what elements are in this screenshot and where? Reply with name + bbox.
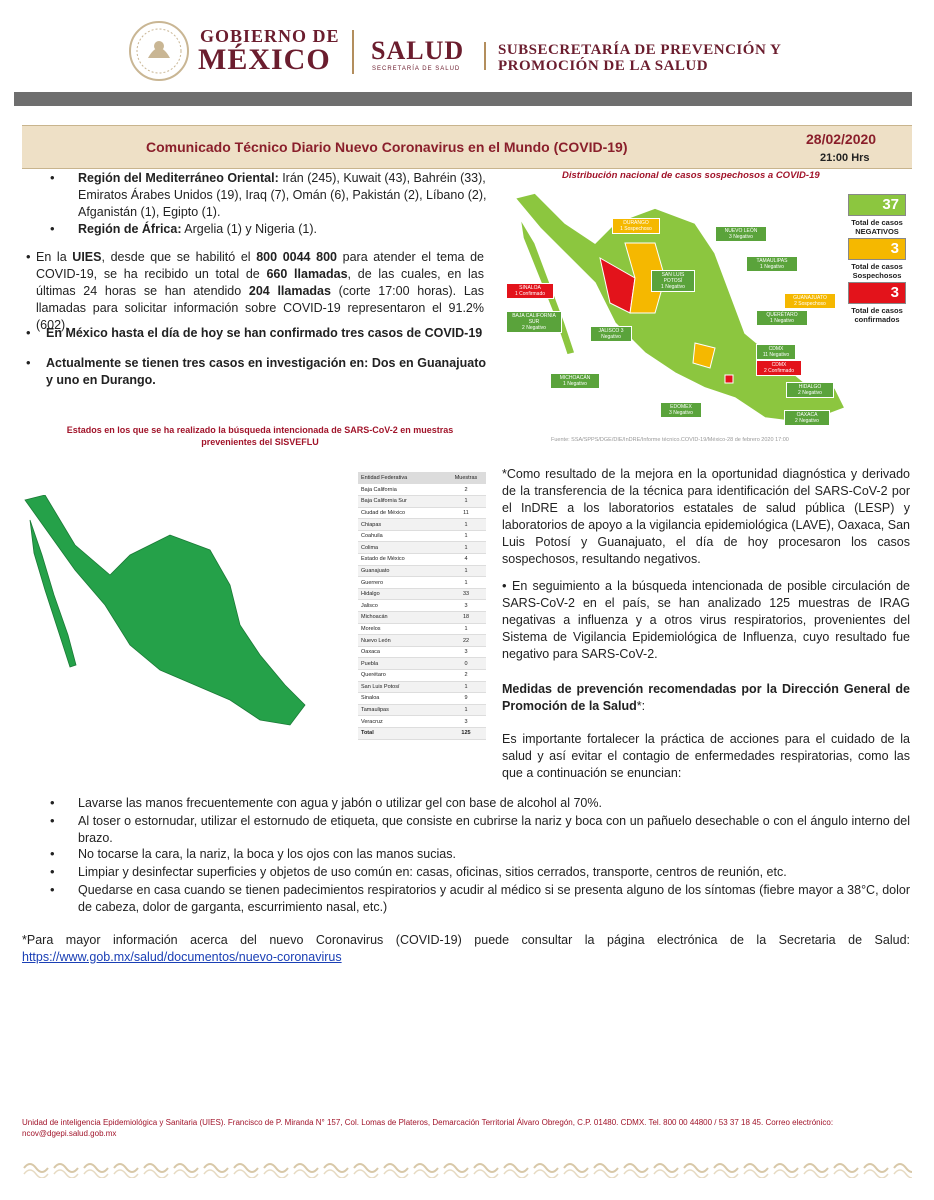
region-text: Argelia (1) y Nigeria (1). xyxy=(181,222,317,236)
sisveflu-caption-line2: prevenientes del SISVEFLU xyxy=(201,437,319,447)
bullet-icon: • xyxy=(50,795,55,810)
map-source: Fuente: SSA/SPPS/DGE/DIE/InDRE/Informe técnico.COVID-19/México-28 de febrero 2020 17:00 xyxy=(551,437,789,443)
table-cell-entity: Ciudad de México xyxy=(358,507,446,519)
bullet-icon: • xyxy=(50,221,55,236)
table-header-row xyxy=(358,472,486,484)
more-info xyxy=(22,932,910,966)
uies-text: , desde que se habilitó el xyxy=(101,250,257,264)
table-row xyxy=(358,658,486,670)
table-cell-entity: Baja California xyxy=(358,484,446,496)
legend-confirmed-value: 3 xyxy=(848,282,906,304)
table-cell-samples: 1 xyxy=(446,496,486,508)
table-cell-entity: Estado de México xyxy=(358,554,446,566)
state-label-durango: DURANGO 1 Sospechoso xyxy=(612,218,660,234)
table-cell-samples: 2 xyxy=(446,484,486,496)
table-row xyxy=(358,612,486,624)
table-cell-entity: San Luis Potosí xyxy=(358,681,446,693)
table-cell-samples: 1 xyxy=(446,681,486,693)
measure-item: Al toser o estornudar, utilizar el estornudo de etiqueta, que consiste en cubrirse la nariz y boca con un pañuelo desechable o con el ángulo interno del brazo. xyxy=(78,814,910,845)
uies-paragraph xyxy=(36,249,484,334)
state-label-cdmx-negative: CDMX 11 Negativo xyxy=(756,344,796,360)
report-hour: 21:00 Hrs xyxy=(820,152,870,164)
table-cell-samples: 125 xyxy=(446,727,486,739)
table-cell-samples: 3 xyxy=(446,646,486,658)
intro-paragraph: Es importante fortalecer la práctica de acciones para el cuidado de la salud y así evitar el contagio de enfermedades respiratorias, como las que a continuación se enuncian: xyxy=(502,732,910,780)
region-label: Región del Mediterráneo Oriental: xyxy=(78,171,279,185)
table-cell-entity: Jalisco xyxy=(358,600,446,612)
table-row xyxy=(358,542,486,554)
measures-title xyxy=(502,681,910,715)
gob-line2: MÉXICO xyxy=(198,43,331,76)
table-cell-samples: 1 xyxy=(446,519,486,531)
salud-logo: SALUD xyxy=(371,36,465,65)
sisveflu-caption-line1: Estados en los que se ha realizado la búsqueda intencionada de SARS-CoV-2 en muestras xyxy=(66,425,454,435)
state-label-hidalgo: HIDALGO 2 Negativo xyxy=(786,382,834,398)
table-cell-entity: Oaxaca xyxy=(358,646,446,658)
table-cell-samples: 3 xyxy=(446,716,486,728)
table-cell-entity: Sinaloa xyxy=(358,693,446,705)
table-cell-entity: Chiapas xyxy=(358,519,446,531)
table-cell-entity: Coahuila xyxy=(358,530,446,542)
uies-phone: 800 0044 800 xyxy=(256,250,338,264)
samples-table xyxy=(358,472,486,740)
table-cell-entity: Colima xyxy=(358,542,446,554)
table-cell-samples: 2 xyxy=(446,670,486,682)
bullet-icon: • xyxy=(50,813,55,828)
state-label-oaxaca: OAXACA 2 Negativo xyxy=(784,410,830,426)
table-row xyxy=(358,507,486,519)
table-cell-entity: Total xyxy=(358,727,446,739)
salud-subtitle: SECRETARÍA DE SALUD xyxy=(372,66,461,72)
page-title: Comunicado Técnico Diario Nuevo Coronavirus en el Mundo (COVID-19) xyxy=(146,139,628,155)
state-label-slp: SAN LUIS POTOSÍ 1 Negativo xyxy=(651,270,695,292)
page-header xyxy=(0,0,934,90)
footer-pattern xyxy=(22,1158,912,1178)
table-row xyxy=(358,623,486,635)
state-label-nuevo-leon: NUEVO LEÓN 3 Negativo xyxy=(715,226,767,242)
bullet-icon: • xyxy=(50,170,55,185)
state-label-bcs: BAJA CALIFORNIA SUR 2 Negativo xyxy=(506,311,562,333)
measures-title-star: *: xyxy=(636,699,646,713)
table-cell-samples: 18 xyxy=(446,612,486,624)
table-row xyxy=(358,484,486,496)
bullet-icon: • xyxy=(26,355,31,370)
table-cell-entity: Baja California Sur xyxy=(358,496,446,508)
uies-bold: 204 llamadas xyxy=(248,284,331,298)
table-cell-samples: 1 xyxy=(446,542,486,554)
bullet-icon: • xyxy=(50,864,55,879)
subsec-line2: PROMOCIÓN DE LA SALUD xyxy=(498,58,709,74)
table-row xyxy=(358,693,486,705)
table-row xyxy=(358,681,486,693)
table-row xyxy=(358,530,486,542)
region-africa xyxy=(78,221,498,238)
legend-negative-label: Total de casos NEGATIVOS xyxy=(851,218,903,236)
footer-text: Unidad de inteligencia Epidemiológica y Sanitaria (UIES). Francisco de P. Miranda N° 157, Col. Lomas de Plateros, Demarcación Territorial Álvaro Obregón, C.P. 01480. CDMX. Tel. 800 00 44800 / 53 37 18 45. Correo electrónico: ncov@dgepi.salud.gob.mx xyxy=(22,1118,834,1138)
state-label-cdmx-confirmed: CDMX 2 Confirmado xyxy=(756,360,802,376)
table-cell-samples: 33 xyxy=(446,588,486,600)
table-cell-samples: 1 xyxy=(446,704,486,716)
header-bar xyxy=(14,92,912,106)
measure-item: Lavarse las manos frecuentemente con agua y jabón o utilizar gel con base de alcohol al 70%. xyxy=(78,796,602,810)
national-seal-icon xyxy=(128,20,190,82)
header-divider xyxy=(484,42,486,70)
legend-confirmed-label: Total de casos confirmados xyxy=(851,306,903,324)
table-cell-samples: 0 xyxy=(446,658,486,670)
map-title: Distribución nacional de casos sospechosos a COVID-19 xyxy=(562,170,820,181)
table-cell-entity: Morelos xyxy=(358,623,446,635)
state-label-michoacan: MICHOACÁN 1 Negativo xyxy=(550,373,600,389)
table-cell-entity: Tamaulipas xyxy=(358,704,446,716)
table-cell-entity: Querétaro xyxy=(358,670,446,682)
table-cell-samples: 1 xyxy=(446,577,486,589)
uies-text: (corte 17:00 horas). Las llamadas para solicitar información sobre COVID-19 representaron el 91.2% (602). xyxy=(36,284,484,332)
region-mediterraneo xyxy=(78,170,498,221)
table-cell-entity: Nuevo León xyxy=(358,635,446,647)
region-text: Irán (245), Kuwait (43), Bahréin (33), Emiratos Árabes Unidos (19), Iraq (7), Omán (6), Pakistán (2), Líbano (2), Afganistán (1), Egipto (1). xyxy=(78,171,487,219)
bullet-icon: • xyxy=(26,249,31,264)
state-label-tamaulipas: TAMAULIPAS 1 Negativo xyxy=(746,256,798,272)
subsecretaria-title xyxy=(498,42,781,74)
table-row xyxy=(358,600,486,612)
sisveflu-map xyxy=(20,495,310,735)
region-label: Región de África: xyxy=(78,222,182,236)
table-row xyxy=(358,496,486,508)
search-paragraph: En seguimiento a la búsqueda intencionada de posible circulación de SARS-CoV-2 en el país, se han analizado 125 muestras de IRAG negativas a influenza y a otros virus respiratorios, provenientes del Sistema de Vigilancia Epidemiológica de Influenza, cuyo resultado fue negativo para SARS-CoV-2. xyxy=(502,579,910,661)
legend-negative-value: 37 xyxy=(848,194,906,216)
table-cell-entity: Puebla xyxy=(358,658,446,670)
sisveflu-caption xyxy=(40,424,480,448)
more-info-link[interactable]: https://www.gob.mx/salud/documentos/nuevo-coronavirus xyxy=(22,950,342,964)
measure-item: Limpiar y desinfectar superficies y objetos de uso común en: casas, oficinas, sitios cerrados, transporte, centros de reunión, etc. xyxy=(78,865,787,879)
table-cell-entity: Michoacán xyxy=(358,612,446,624)
state-label-jalisco: JALISCO 3 Negativo xyxy=(590,326,632,342)
measures-title-text: Medidas de prevención recomendadas por la Dirección General de Promoción de la Salud xyxy=(502,682,910,713)
table-row xyxy=(358,727,486,739)
table-cell-samples: 9 xyxy=(446,693,486,705)
bullet-icon: • xyxy=(50,882,55,897)
table-row xyxy=(358,704,486,716)
bullet-icon: • xyxy=(26,325,31,340)
more-info-text: *Para mayor información acerca del nuevo Coronavirus (COVID-19) puede consultar la página electrónica de la Secretaria de Salud: xyxy=(22,933,910,947)
measure-item: Quedarse en casa cuando se tienen padecimientos respiratorios y acudir al médico si se presenta alguno de los síntomas (fiebre mayor a 38°C, dolor de cabeza, dolor de garganta, escurrimiento nasal, etc.) xyxy=(78,883,910,914)
legend-suspect-label: Total de casos Sospechosos xyxy=(851,262,903,280)
uies-text: En la xyxy=(36,250,73,264)
table-row xyxy=(358,519,486,531)
uies-text: para atender el tema de COVID-19, se ha recibido un total de xyxy=(36,250,485,281)
table-cell-entity: Veracruz xyxy=(358,716,446,728)
table-cell-samples: 3 xyxy=(446,600,486,612)
table-header: Entidad Federativa xyxy=(358,472,446,484)
table-row xyxy=(358,635,486,647)
investigation-bullet: Actualmente se tienen tres casos en investigación en: Dos en Guanajuato y uno en Durango. xyxy=(46,356,486,387)
table-row xyxy=(358,565,486,577)
uies-bold: UIES xyxy=(72,250,102,264)
table-row xyxy=(358,716,486,728)
table-row xyxy=(358,646,486,658)
subsec-line1: SUBSECRETARÍA DE PREVENCIÓN Y xyxy=(498,42,782,58)
table-cell-entity: Guerrero xyxy=(358,577,446,589)
table-header: Muestras xyxy=(446,472,486,484)
table-row xyxy=(358,670,486,682)
measure-item: No tocarse la cara, la nariz, la boca y los ojos con las manos sucias. xyxy=(78,847,456,861)
bullet-icon: • xyxy=(502,578,507,593)
table-cell-samples: 1 xyxy=(446,530,486,542)
state-label-guanajuato: GUANAJUATO 2 Sospechoso xyxy=(784,293,836,309)
table-row xyxy=(358,554,486,566)
uies-text: , de las cuales, en las últimas 24 horas se han atendido xyxy=(36,267,484,298)
table-row xyxy=(358,588,486,600)
report-date: 28/02/2020 xyxy=(806,131,877,147)
table-cell-samples: 4 xyxy=(446,554,486,566)
table-cell-samples: 11 xyxy=(446,507,486,519)
confirmed-cases-bullet: En México hasta el día de hoy se han confirmado tres casos de COVID-19 xyxy=(46,326,483,340)
bullet-icon: • xyxy=(50,846,55,861)
gob-line1: GOBIERNO DE xyxy=(200,26,340,46)
table-cell-entity: Guanajuato xyxy=(358,565,446,577)
header-divider xyxy=(352,30,354,74)
state-label-sinaloa: SINALOA 1 Confirmado xyxy=(506,283,554,299)
table-cell-entity: Hidalgo xyxy=(358,588,446,600)
table-cell-samples: 1 xyxy=(446,623,486,635)
table-cell-samples: 22 xyxy=(446,635,486,647)
result-paragraph: *Como resultado de la mejora en la oportunidad diagnóstica y derivado de la transferencia de la técnica para identificación del SARS-CoV-2 por el InDRE a los laboratorios estatales de salud pública (LESP) y laboratorios de apoyo a la vigilancia epidemiológica (LAVE), Oaxaca, San Luis Potosí y Guanajuato, el día de hoy procesaron los casos sospechosos, resultando negativos. xyxy=(502,467,910,566)
table-row xyxy=(358,577,486,589)
state-label-edomex: EDOMEX 3 Negativo xyxy=(660,402,702,418)
state-label-queretaro: QUERÉTARO 1 Negativo xyxy=(756,310,808,326)
uies-bold: 660 llamadas xyxy=(266,267,348,281)
legend-suspect-value: 3 xyxy=(848,238,906,260)
table-cell-samples: 1 xyxy=(446,565,486,577)
